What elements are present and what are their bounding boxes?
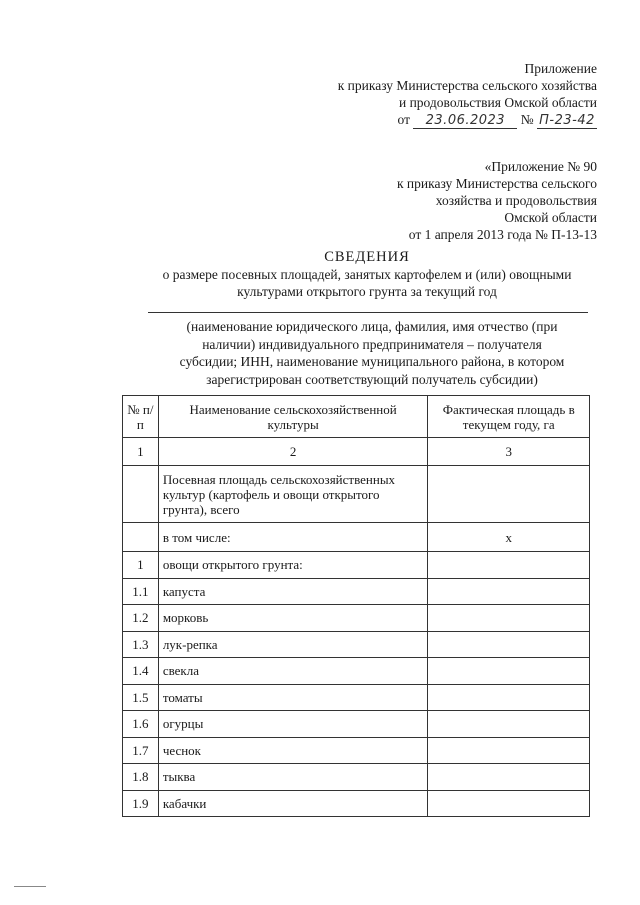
row-area-value-cell[interactable] xyxy=(428,790,590,817)
row-number-cell: 1.2 xyxy=(123,605,159,632)
table-item-rows xyxy=(123,552,590,817)
row-area-value-cell[interactable] xyxy=(428,552,590,579)
number-label: № xyxy=(520,112,534,127)
fill-in-line xyxy=(148,312,588,313)
appendix-90-line2: к приказу Министерства сельского xyxy=(396,176,597,191)
table-index-row xyxy=(123,438,590,466)
appendix-order-line3: и продовольствия Омской области xyxy=(398,95,597,110)
row-crop-name-cell: морковь xyxy=(158,605,428,632)
row-number-cell: 1.5 xyxy=(123,684,159,711)
total-name-cell: Посевная площадь сельскохозяйственных культур (картофель и овощи открытого грунта), всего xyxy=(158,466,428,523)
appendix-order-block xyxy=(267,60,597,129)
index-cell-2: 2 xyxy=(158,438,428,466)
row-number-cell: 1.4 xyxy=(123,658,159,685)
row-number-cell: 1.8 xyxy=(123,764,159,791)
row-crop-name-cell: кабачки xyxy=(158,790,428,817)
table-header-row xyxy=(123,396,590,438)
appendix-order-line2: к приказу Министерства сельского хозяйства xyxy=(337,78,597,93)
index-cell-3: 3 xyxy=(428,438,590,466)
row-crop-name-cell: капуста xyxy=(158,578,428,605)
including-name-cell: в том числе: xyxy=(158,523,428,552)
footnote-divider xyxy=(14,886,46,887)
note-line1: (наименование юридического лица, фамилия, имя отчество (при xyxy=(186,319,558,334)
row-crop-name-cell: свекла xyxy=(158,658,428,685)
note-line2: наличии) индивидуального предпринимателя – получателя xyxy=(202,336,542,352)
row-area-value-cell[interactable] xyxy=(428,737,590,764)
row-number-cell: 1.3 xyxy=(123,631,159,658)
table-row xyxy=(123,711,590,738)
row-number-cell: 1.7 xyxy=(123,737,159,764)
appendix-90-line4: Омской области xyxy=(504,210,597,225)
including-number-cell xyxy=(123,523,159,552)
from-label: от xyxy=(397,112,410,127)
including-value-cell: x xyxy=(428,523,590,552)
header-crop-name: Наименование сельскохозяйственной культуры xyxy=(158,396,428,438)
row-area-value-cell[interactable] xyxy=(428,764,590,791)
row-number-cell: 1.6 xyxy=(123,711,159,738)
handwritten-number: П-23-42 xyxy=(537,114,597,129)
header-actual-area: Фактическая площадь в текущем году, га xyxy=(428,396,590,438)
table-row xyxy=(123,764,590,791)
appendix-90-line5: от 1 апреля 2013 года № П-13-13 xyxy=(408,227,597,242)
sowing-area-table xyxy=(122,395,590,817)
row-area-value-cell[interactable] xyxy=(428,711,590,738)
row-area-value-cell[interactable] xyxy=(428,631,590,658)
table-row xyxy=(123,578,590,605)
total-value-cell[interactable] xyxy=(428,466,590,523)
row-crop-name-cell: огурцы xyxy=(158,711,428,738)
document-subtitle-line2: культурами открытого грунта за текущий год xyxy=(237,284,497,299)
row-crop-name-cell: чеснок xyxy=(158,737,428,764)
row-area-value-cell[interactable] xyxy=(428,578,590,605)
row-number-cell: 1.1 xyxy=(123,578,159,605)
table-row xyxy=(123,631,590,658)
row-crop-name-cell: тыква xyxy=(158,764,428,791)
table-row xyxy=(123,552,590,579)
note-line3: субсидии; ИНН, наименование муниципального района, в котором xyxy=(179,354,565,369)
index-cell-1: 1 xyxy=(123,438,159,466)
total-number-cell xyxy=(123,466,159,523)
appendix-90-line1: «Приложение № 90 xyxy=(484,159,597,174)
table-row xyxy=(123,658,590,685)
table-row xyxy=(123,737,590,764)
appendix-order-date-line xyxy=(267,111,597,129)
appendix-90-line3: хозяйства и продовольствия xyxy=(435,193,597,208)
note-line4: зарегистрирован соответствующий получатель субсидии) xyxy=(206,371,538,387)
document-subtitle-line1: о размере посевных площадей, занятых картофелем и (или) овощными xyxy=(162,267,572,282)
row-number-cell: 1.9 xyxy=(123,790,159,817)
row-crop-name-cell: лук-репка xyxy=(158,631,428,658)
appendix-order-line1: Приложение xyxy=(524,61,597,76)
row-area-value-cell[interactable] xyxy=(428,605,590,632)
table-row xyxy=(123,605,590,632)
row-area-value-cell[interactable] xyxy=(428,684,590,711)
handwritten-date: 23.06.2023 xyxy=(413,114,517,129)
row-crop-name-cell: томаты xyxy=(158,684,428,711)
table-row xyxy=(123,790,590,817)
row-crop-name-cell: овощи открытого грунта: xyxy=(158,552,428,579)
document-title-block xyxy=(120,248,614,300)
fill-in-note xyxy=(142,318,602,388)
table-including-row xyxy=(123,523,590,552)
header-number: № п/п xyxy=(123,396,159,438)
row-number-cell: 1 xyxy=(123,552,159,579)
document-title: СВЕДЕНИЯ xyxy=(324,249,410,265)
appendix-90-block xyxy=(337,158,597,243)
table-total-row xyxy=(123,466,590,523)
table-row xyxy=(123,684,590,711)
row-area-value-cell[interactable] xyxy=(428,658,590,685)
